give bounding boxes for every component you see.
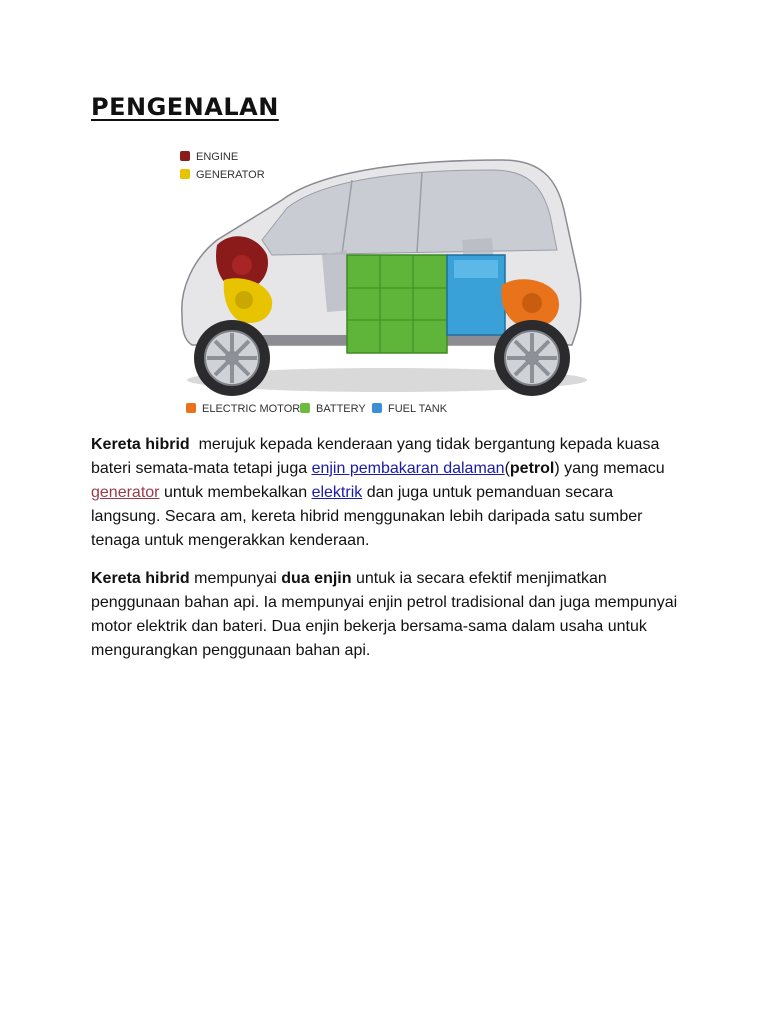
hybrid-car-diagram xyxy=(172,140,596,422)
car-illustration xyxy=(182,160,587,396)
rear-wheel xyxy=(494,320,570,396)
front-wheel xyxy=(194,320,270,396)
body-text: merujuk kepada kenderaan yang tidak bergantung kepada kuasa bateri semata-mata tetapi juga xyxy=(91,436,664,477)
legend-label-engine: ENGINE xyxy=(196,151,239,163)
legend-label-electric-motor: ELECTRIC MOTOR xyxy=(202,403,301,415)
legend-label-fuel-tank: FUEL TANK xyxy=(388,403,448,415)
bold-dua-enjin: dua enjin xyxy=(281,570,352,587)
legend-swatch-engine xyxy=(180,151,190,161)
body-text: mempunyai xyxy=(189,570,282,587)
legend-swatch-fuel-tank xyxy=(372,403,382,413)
body-text: dan juga untuk pemanduan secara langsung. Secara am, kereta hibrid menggunakan lebih daripada satu sumber tenaga untuk mengerakkan kenderaan. xyxy=(91,484,647,549)
legend-label-battery: BATTERY xyxy=(316,403,366,415)
body-text: untuk ia secara efektif menjimatkan penggunaan bahan api. Ia mempunyai enjin petrol tradisional dan juga mempunyai motor elektrik dan bateri. Dua enjin bekerja bersama-sama dalam usaha untuk mengurangkan penggunaan bahan api. xyxy=(91,570,682,659)
legend-label-generator: GENERATOR xyxy=(196,169,265,181)
bold-petrol: petrol xyxy=(509,460,555,477)
paragraph-2 xyxy=(91,567,686,663)
bold-term: Kereta hibrid xyxy=(91,570,190,587)
legend-swatch-generator xyxy=(180,169,190,179)
body-text: ( xyxy=(504,460,510,477)
bold-term: Kereta hibrid xyxy=(91,436,190,453)
body-text: ) yang memacu xyxy=(554,460,670,477)
paragraph-1 xyxy=(91,433,686,553)
link-generator[interactable]: generator xyxy=(91,484,160,501)
body-text: untuk membekalkan xyxy=(159,484,312,501)
page-heading: PENGENALAN xyxy=(91,93,279,121)
link-enjin-pembakaran-dalaman[interactable]: enjin pembakaran dalaman xyxy=(311,460,505,477)
legend-swatch-electric-motor xyxy=(186,403,196,413)
link-elektrik[interactable]: elektrik xyxy=(311,484,363,501)
legend-swatch-battery xyxy=(300,403,310,413)
